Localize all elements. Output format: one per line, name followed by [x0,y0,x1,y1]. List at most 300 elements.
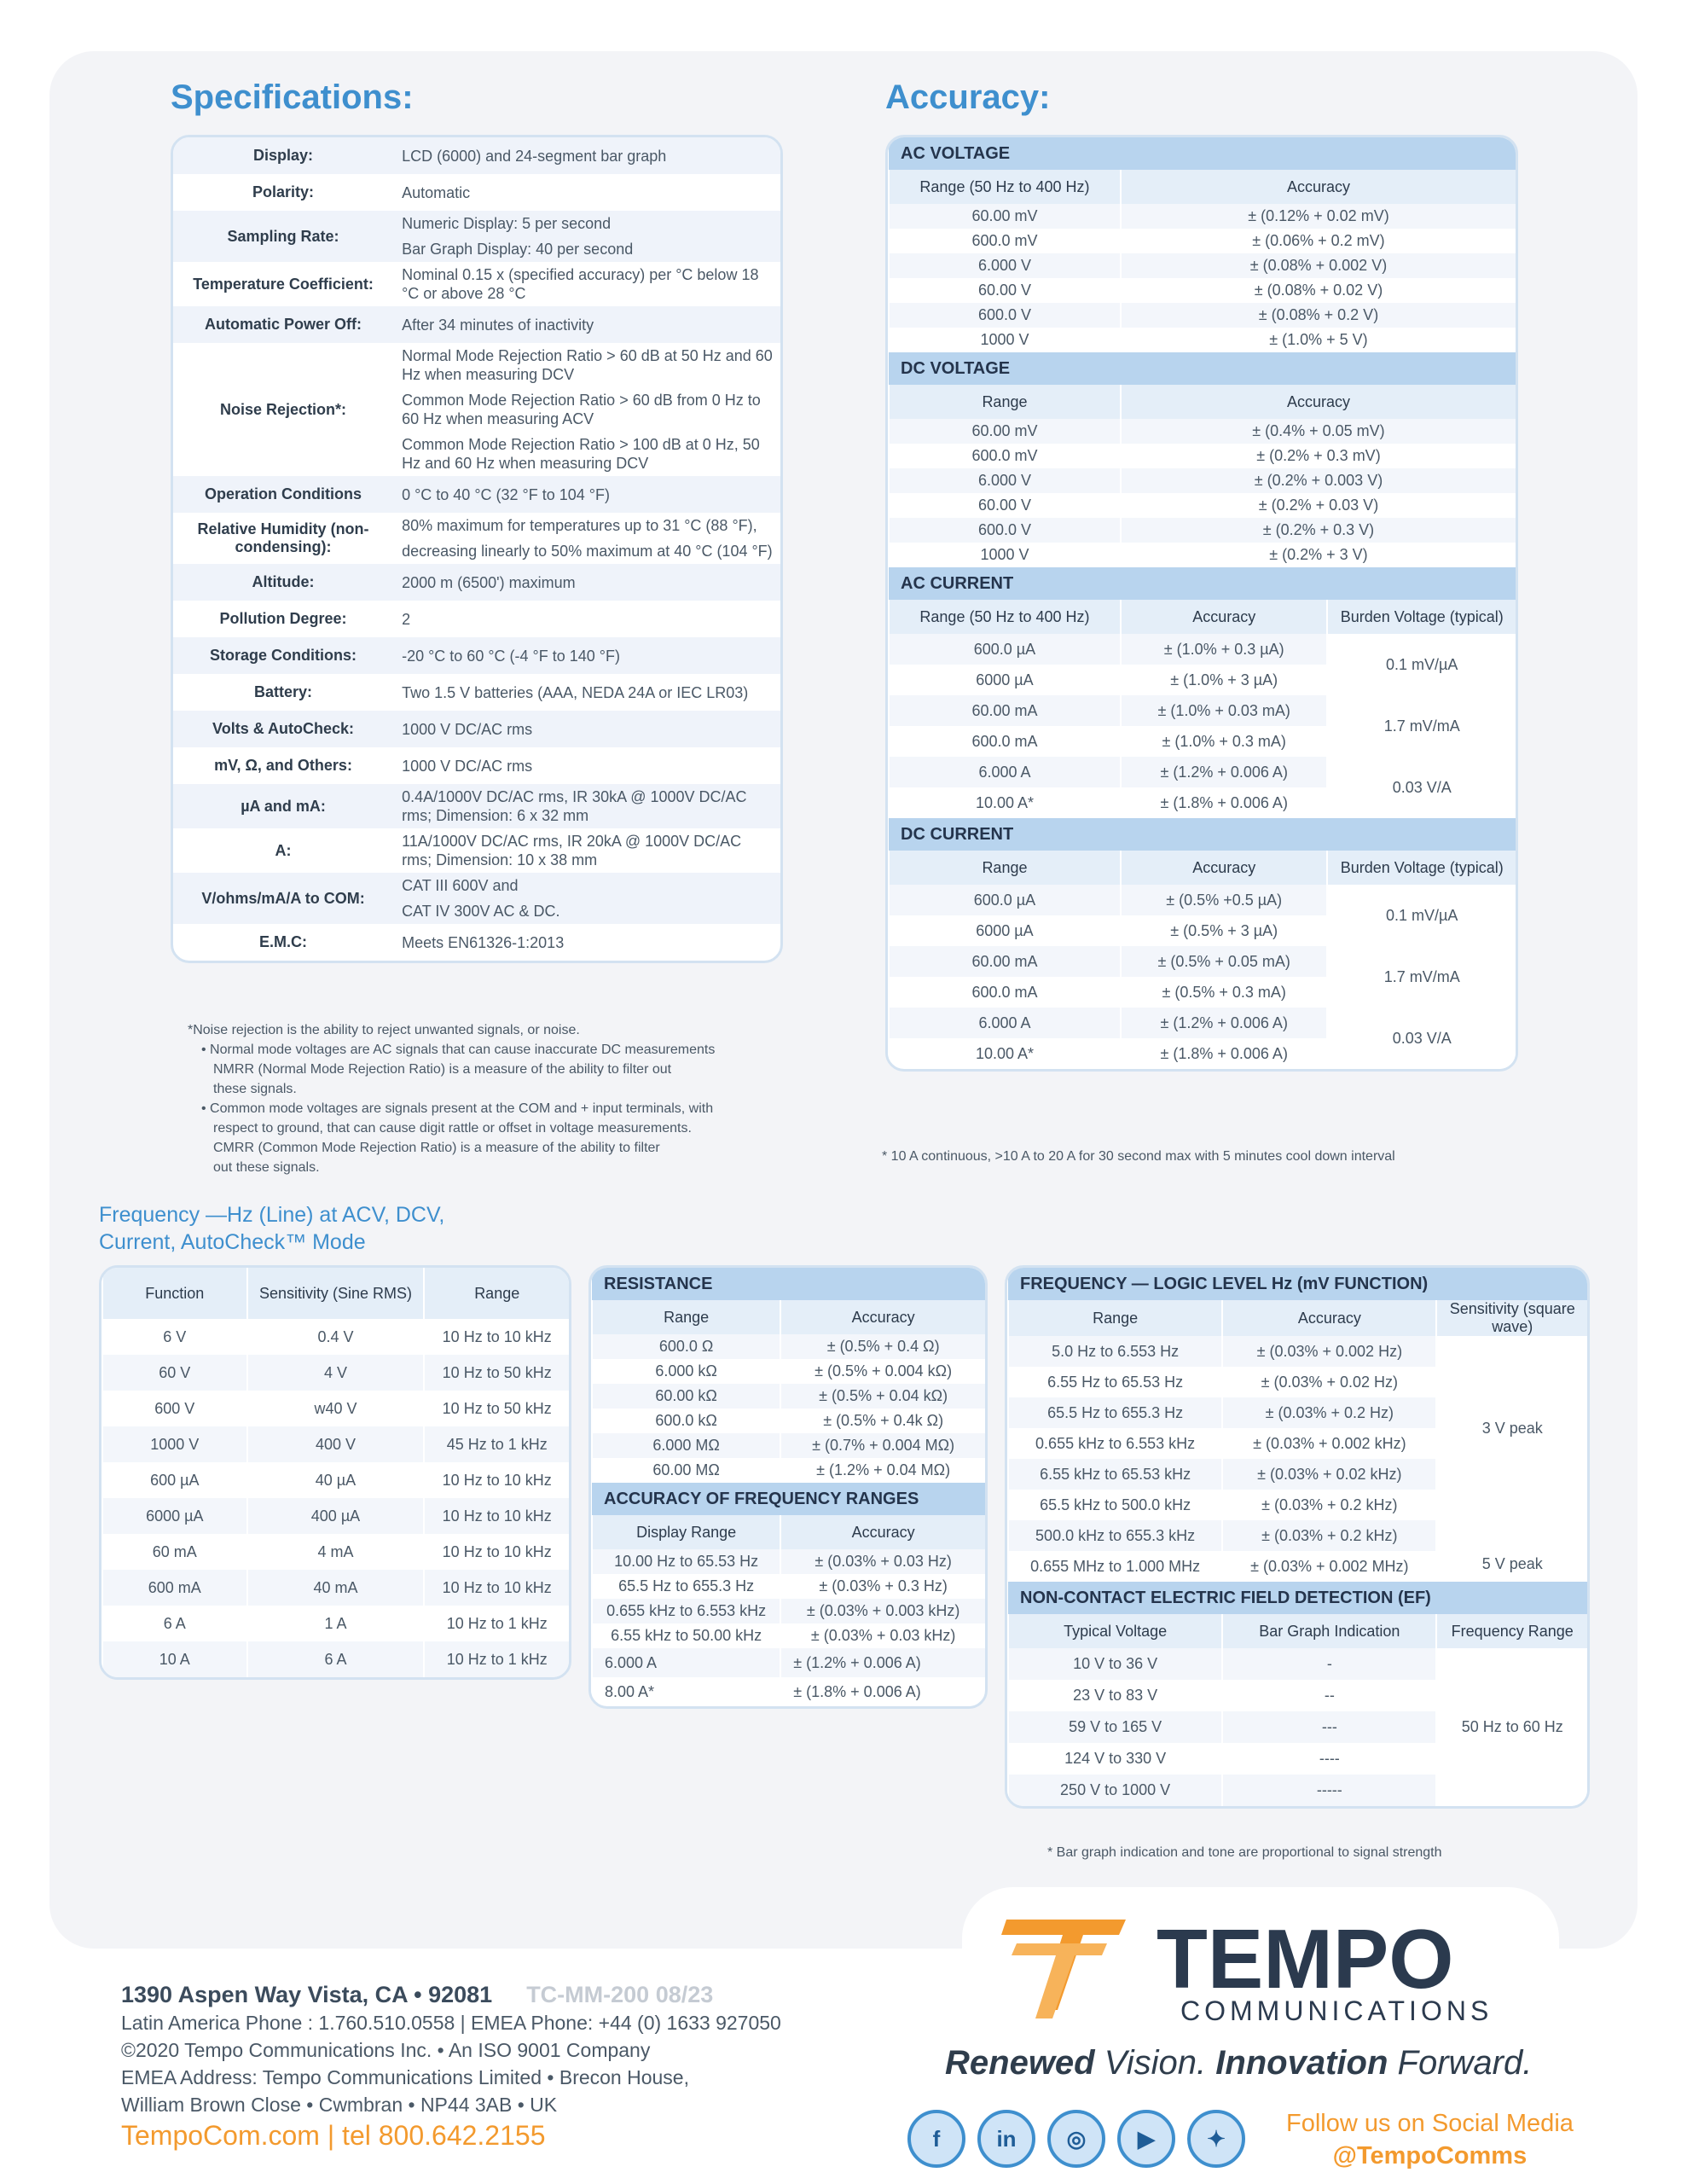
table-cell: ± (0.2% + 0.3 mV) [1121,444,1516,468]
spec-value [393,828,780,873]
table-cell: ---- [1222,1743,1436,1774]
spec-value-line: Numeric Display: 5 per second [402,215,612,232]
table-cell: ± (0.06% + 0.2 mV) [1121,229,1516,253]
table-cell: ± (0.5% + 3 µA) [1121,915,1328,946]
spec-row [173,343,780,476]
section-header [889,567,1516,600]
table-cell: 600.0 Ω [592,1334,780,1359]
table-cell: 400 µA [247,1498,425,1534]
table-cell: ± (0.12% + 0.02 mV) [1121,204,1516,229]
column-header: Range [592,1300,780,1334]
table-row [889,204,1516,229]
table-cell: ± (1.2% + 0.006 A) [1121,757,1328,787]
table-cell: 60.00 mA [889,946,1121,977]
table-cell: 6.55 kHz to 65.53 kHz [1008,1459,1222,1490]
column-header: Range [889,851,1121,885]
spec-value-line: Common Mode Rejection Ratio > 100 dB at 0 Hz, 50 Hz and 60 Hz when measuring DCV [402,436,760,472]
spec-row [173,747,780,784]
table-cell: 60.00 MΩ [592,1458,780,1483]
table-cell: 400 V [247,1426,425,1462]
table-cell: 6.000 kΩ [592,1359,780,1384]
table-cell: ± (0.2% + 3 V) [1121,543,1516,567]
table-cell: 600.0 V [889,303,1121,328]
phones: Latin America Phone : 1.760.510.0558 | EMEA Phone: +44 (0) 1633 927050 [121,2012,781,2034]
table-cell: ± (0.03% + 0.2 kHz) [1222,1520,1436,1551]
column-header-row [1008,1300,1587,1336]
spec-value [393,564,780,601]
table-cell: 1000 V [102,1426,247,1462]
column-header: Range (50 Hz to 400 Hz) [889,170,1121,204]
table-cell: 45 Hz to 1 kHz [424,1426,569,1462]
table-cell: 10 V to 36 V [1008,1648,1222,1680]
table-cell: 6.55 kHz to 50.00 kHz [592,1623,780,1648]
table-cell: 0.655 MHz to 1.000 MHz [1008,1551,1222,1582]
table-cell: 10.00 Hz to 65.53 Hz [592,1549,780,1574]
spec-row [173,137,780,174]
table-cell: ± (1.8% + 0.006 A) [1121,1038,1328,1069]
table-cell: ± (0.03% + 0.003 kHz) [780,1599,985,1623]
spec-row [173,674,780,711]
column-header: Typical Voltage [1008,1614,1222,1648]
table-cell: 500.0 kHz to 655.3 kHz [1008,1520,1222,1551]
table-row [592,1433,985,1458]
table-cell: 600.0 kΩ [592,1409,780,1433]
table-row [592,1623,985,1648]
section-title: RESISTANCE [592,1268,985,1300]
linkedin-icon[interactable]: in [977,2110,1035,2168]
table-cell: ± (1.0% + 0.3 mA) [1121,726,1328,757]
table-cell: 6.000 V [889,468,1121,493]
table-cell: 23 V to 83 V [1008,1680,1222,1711]
spec-value-line: Two 1.5 V batteries (AAA, NEDA 24A or IEC LR03) [402,683,749,701]
table-row [102,1606,569,1641]
table-cell: 10 Hz to 10 kHz [424,1570,569,1606]
table-cell: ± (0.08% + 0.02 V) [1121,278,1516,303]
youtube-icon[interactable]: ▶ [1117,2110,1175,2168]
column-header: Range [424,1268,569,1319]
table-cell: 0.655 kHz to 6.553 kHz [1008,1428,1222,1459]
spec-value [393,637,780,674]
table-cell: 250 V to 1000 V [1008,1774,1222,1806]
instagram-icon[interactable]: ◎ [1047,2110,1105,2168]
table-cell: 60.00 V [889,493,1121,518]
column-header-row [889,170,1516,204]
table-cell: ± (0.2% + 0.3 V) [1121,518,1516,543]
spec-value [393,747,780,784]
table-cell: 600 V [102,1391,247,1426]
column-header-row [1008,1614,1587,1648]
spec-value-line: 1000 V DC/AC rms [402,720,533,738]
column-header: Sensitivity (square wave) [1436,1300,1587,1336]
spec-value [393,924,780,961]
spec-label: Automatic Power Off: [173,306,393,343]
note-line: CMRR (Common Mode Rejection Ratio) is a measure of the ability to filter [213,1141,660,1155]
table-cell: 0.4 V [247,1319,425,1355]
table-cell: 6.000 A [592,1648,780,1677]
section-header [1008,1268,1587,1300]
noise-rejection-note [188,1020,802,1177]
table-cell: ± (0.03% + 0.002 MHz) [1222,1551,1436,1582]
spec-label: Pollution Degree: [219,610,347,627]
table-cell: ± (0.5% + 0.4 Ω) [780,1334,985,1359]
column-header: Function [102,1268,247,1319]
spec-value [393,513,780,564]
current-note: * 10 A continuous, >10 A to 20 A for 30 second max with 5 minutes cool down interval [882,1149,1395,1164]
table-row [592,1599,985,1623]
table-row [102,1319,569,1355]
table-cell: ± (0.5% + 0.4k Ω) [780,1409,985,1433]
column-header-row [592,1300,985,1334]
sensitivity: 3 V peak [1436,1336,1587,1520]
table-cell: -- [1222,1680,1436,1711]
note-line: out these signals. [213,1160,320,1175]
sensitivity: 5 V peak [1436,1520,1587,1582]
table-row [889,757,1516,787]
table-cell: 6.000 A [889,757,1121,787]
table-cell: ± (0.2% + 0.003 V) [1121,468,1516,493]
table-cell: 60.00 mV [889,419,1121,444]
table-cell: ± (0.03% + 0.02 Hz) [1222,1367,1436,1397]
table-cell: --- [1222,1711,1436,1743]
frequency-range: 50 Hz to 60 Hz [1436,1648,1587,1806]
column-header: Display Range [592,1515,780,1549]
table-row [102,1534,569,1570]
spec-label: V/ohms/mA/A to COM: [173,873,393,924]
table-cell: 65.5 Hz to 655.3 Hz [592,1574,780,1599]
spec-label: Relative Humidity (non-condensing): [197,520,369,555]
spec-row [173,711,780,747]
table-cell: ± (0.5% + 0.05 mA) [1121,946,1328,977]
table-cell: 10.00 A* [889,787,1121,818]
spec-row [173,828,780,873]
table-row [889,303,1516,328]
column-header: Frequency Range [1436,1614,1587,1648]
table-row [889,634,1516,665]
table-cell: ± (0.4% + 0.05 mV) [1121,419,1516,444]
table-cell: 65.5 Hz to 655.3 Hz [1008,1397,1222,1428]
table-cell: 1000 V [889,543,1121,567]
spec-value [393,711,780,747]
table-cell: 40 µA [247,1462,425,1498]
spec-label: Noise Rejection*: [220,400,347,418]
table-cell: 600.0 mV [889,444,1121,468]
column-header: Sensitivity (Sine RMS) [247,1268,425,1319]
table-cell: ± (0.7% + 0.004 MΩ) [780,1433,985,1458]
spec-label: Storage Conditions: [173,637,393,674]
table-cell: 600.0 mA [889,726,1121,757]
note-line: • Normal mode voltages are AC signals that can cause inaccurate DC measurements [201,1043,716,1057]
section-title: NON-CONTACT ELECTRIC FIELD DETECTION (EF) [1008,1582,1587,1614]
table-cell: ± (1.0% + 0.3 µA) [1121,634,1328,665]
table-cell: 10 Hz to 1 kHz [424,1606,569,1641]
table-cell: 5.0 Hz to 6.553 Hz [1008,1336,1222,1367]
section-header [1008,1582,1587,1614]
specifications-table [171,135,783,963]
section-title: DC VOLTAGE [889,352,1516,385]
burden-voltage: 1.7 mV/mA [1327,695,1516,757]
spec-value-line: 11A/1000V DC/AC rms, IR 20kA @ 1000V DC/AC rms; Dimension: 10 x 38 mm [402,833,742,868]
table-cell: 60.00 kΩ [592,1384,780,1409]
table-cell: ± (1.8% + 0.006 A) [780,1677,985,1706]
document-code: TC-MM-200 08/23 [526,1982,714,2007]
tempo-logo [998,1909,1595,2033]
spec-value-line: -20 °C to 60 °C (-4 °F to 140 °F) [402,647,620,665]
column-header-row [889,385,1516,419]
spec-value-line: After 34 minutes of inactivity [402,316,594,334]
table-cell: 6 A [247,1641,425,1677]
column-header: Burden Voltage (typical) [1327,600,1516,634]
table-cell: 10 A [102,1641,247,1677]
section-title: AC CURRENT [889,567,1516,600]
spec-value-line: Bar Graph Display: 40 per second [402,241,634,258]
table-cell: 0.655 kHz to 6.553 kHz [592,1599,780,1623]
table-cell: ± (0.08% + 0.2 V) [1121,303,1516,328]
table-row [889,695,1516,726]
table-cell: 600.0 mV [889,229,1121,253]
section-title: AC VOLTAGE [889,137,1516,170]
table-cell: ± (0.08% + 0.002 V) [1121,253,1516,278]
spec-value-line: CAT IV 300V AC & DC. [402,903,560,920]
spec-row [173,211,780,262]
spec-value-line: 1000 V DC/AC rms [402,757,533,775]
spec-value [393,306,780,343]
address: 1390 Aspen Way Vista, CA • 92081 [121,1982,493,2007]
section-title: ACCURACY OF FREQUENCY RANGES [592,1483,985,1515]
table-cell: 65.5 kHz to 500.0 kHz [1008,1490,1222,1520]
section-title: DC CURRENT [889,818,1516,851]
brand-name: TEMPO [1157,1912,1454,2006]
table-row [889,419,1516,444]
table-row [102,1498,569,1534]
table-row [889,229,1516,253]
table-row [592,1549,985,1574]
table-cell: ± (0.03% + 0.002 kHz) [1222,1428,1436,1459]
column-header-row [889,600,1516,634]
table-row [102,1570,569,1606]
table-row [889,543,1516,567]
table-row [889,253,1516,278]
social-handle[interactable]: @TempoComms [1332,2142,1528,2169]
spec-value [393,873,780,924]
copyright: ©2020 Tempo Communications Inc. • An ISO 9001 Company [121,2039,651,2061]
burden-voltage: 0.1 mV/µA [1327,885,1516,946]
table-cell: 4 mA [247,1534,425,1570]
table-cell: 10 Hz to 10 kHz [424,1462,569,1498]
section-header [592,1268,985,1300]
burden-voltage: 1.7 mV/mA [1327,946,1516,1008]
table-row [592,1458,985,1483]
spec-label: Polarity: [252,183,315,200]
table-cell: 10 Hz to 50 kHz [424,1355,569,1391]
table-cell: 10 Hz to 50 kHz [424,1391,569,1426]
table-cell: 600.0 µA [889,634,1121,665]
table-cell: ± (0.03% + 0.002 Hz) [1222,1336,1436,1367]
table-cell: ± (0.5% + 0.004 kΩ) [780,1359,985,1384]
table-cell: ± (0.5% +0.5 µA) [1121,885,1328,915]
emea-address-1: EMEA Address: Tempo Communications Limited • Brecon House, [121,2066,689,2088]
brand-sub: COMMUNICATIONS [1180,1995,1493,2026]
bar-graph-note: * Bar graph indication and tone are proportional to signal strength [1047,1845,1442,1860]
table-row [889,946,1516,977]
spec-value [393,784,780,828]
table-cell: 600 mA [102,1570,247,1606]
table-cell: 8.00 A* [592,1677,780,1706]
spec-value-line: 80% maximum for temperatures up to 31 °C (88 °F), [402,517,757,534]
spec-value [393,674,780,711]
spec-row [173,262,780,306]
spec-value [393,137,780,174]
note-line: *Noise rejection is the ability to reject unwanted signals, or noise. [188,1023,580,1037]
spec-label: Sampling Rate: [173,211,393,262]
table-cell: 10 Hz to 10 kHz [424,1319,569,1355]
section-header [889,352,1516,385]
table-cell: 1 A [247,1606,425,1641]
table-cell: - [1222,1648,1436,1680]
table-row [889,885,1516,915]
table-row [1008,1648,1587,1680]
column-header: Range [1008,1300,1222,1336]
social-icons [907,2110,1257,2168]
note-line: • Common mode voltages are signals present at the COM and + input terminals, with [201,1101,714,1116]
spec-value-line: LCD (6000) and 24-segment bar graph [402,147,667,165]
table-row [592,1334,985,1359]
table-cell: 6 V [102,1319,247,1355]
table-cell: 6.55 Hz to 65.53 Hz [1008,1367,1222,1397]
column-header: Accuracy [1121,600,1328,634]
spec-value [393,476,780,513]
spec-label: Volts & AutoCheck: [173,711,393,747]
table-row [592,1648,985,1677]
table-row [592,1574,985,1599]
emea-address-2: William Brown Close • Cwmbran • NP44 3AB • UK [121,2094,558,2116]
table-row [889,493,1516,518]
table-cell: 60 mA [102,1534,247,1570]
table-cell: ± (1.0% + 5 V) [1121,328,1516,352]
table-cell: 60.00 mA [889,695,1121,726]
table-row [889,444,1516,468]
resistance-table [588,1265,988,1709]
spec-value-line: 0.4A/1000V DC/AC rms, IR 30kA @ 1000V DC/AC rms; Dimension: 6 x 32 mm [402,788,747,824]
spec-label: mV, Ω, and Others: [214,757,352,774]
table-cell: ± (1.0% + 3 µA) [1121,665,1328,695]
table-row [889,328,1516,352]
table-cell: 1000 V [889,328,1121,352]
column-header-row [102,1268,569,1319]
spec-row [173,174,780,211]
table-cell: ----- [1222,1774,1436,1806]
accuracy-tables [885,135,1518,1072]
table-cell: 6000 µA [889,665,1121,695]
spec-row [173,513,780,564]
spec-label: E.M.C: [259,933,308,950]
spec-label: Battery: [254,683,313,700]
spec-row [173,784,780,828]
table-cell: 6.000 A [889,1008,1121,1038]
table-cell: 60.00 V [889,278,1121,303]
spec-value-line: 0 °C to 40 °C (32 °F to 104 °F) [402,485,610,503]
table-cell: ± (1.8% + 0.006 A) [1121,787,1328,818]
burden-voltage: 0.1 mV/µA [1327,634,1516,695]
spec-label: Display: [173,137,393,174]
table-cell: 10 Hz to 10 kHz [424,1534,569,1570]
table-cell: 600 µA [102,1462,247,1498]
table-row [889,518,1516,543]
section-header [889,137,1516,170]
table-cell: ± (1.2% + 0.006 A) [1121,1008,1328,1038]
table-row [1008,1336,1587,1367]
facebook-icon[interactable]: f [907,2110,965,2168]
frequency-line-title: Frequency —Hz (Line) at ACV, DCV, Current, AutoCheck™ Mode [99,1203,445,1254]
spec-row [173,476,780,513]
website-link[interactable]: TempoCom.com | tel 800.642.2155 [121,2120,546,2151]
spec-value-line: Common Mode Rejection Ratio > 60 dB from 0 Hz to 60 Hz when measuring ACV [402,392,761,427]
spec-value-line: 2 [402,610,411,628]
table-cell: 10 Hz to 10 kHz [424,1498,569,1534]
spec-value [393,174,780,211]
table-row [102,1355,569,1391]
table-cell: 6000 µA [102,1498,247,1534]
spec-value [393,262,780,306]
table-cell: ± (1.0% + 0.03 mA) [1121,695,1328,726]
table-cell: 10 Hz to 1 kHz [424,1641,569,1677]
table-cell: 59 V to 165 V [1008,1711,1222,1743]
spec-value-line: Nominal 0.15 x (specified accuracy) per °C below 18 °C or above 28 °C [402,266,759,302]
specifications-title: Specifications: [171,78,414,116]
note-line: respect to ground, that can cause digit rattle or offset in voltage measurements. [213,1121,692,1136]
table-cell: ± (0.2% + 0.03 V) [1121,493,1516,518]
twitter-icon[interactable]: ✦ [1187,2110,1245,2168]
spec-value-line: 2000 m (6500') maximum [402,573,576,591]
note-line: NMRR (Normal Mode Rejection Ratio) is a measure of the ability to filter out [213,1062,672,1077]
spec-label: A: [275,841,292,859]
table-cell: 600.0 V [889,518,1121,543]
column-header: Accuracy [1121,170,1516,204]
burden-voltage: 0.03 V/A [1327,1008,1516,1069]
column-header: Bar Graph Indication [1222,1614,1436,1648]
frequency-logic-table [1005,1265,1590,1809]
spec-label: Temperature Coefficient: [193,275,374,293]
table-row [889,468,1516,493]
table-cell: 124 V to 330 V [1008,1743,1222,1774]
table-cell: 4 V [247,1355,425,1391]
column-header: Accuracy [1121,851,1328,885]
table-row [592,1677,985,1706]
spec-value [393,211,780,262]
table-cell: ± (0.03% + 0.03 Hz) [780,1549,985,1574]
table-cell: 6.000 MΩ [592,1433,780,1458]
section-header [592,1483,985,1515]
column-header: Accuracy [780,1300,985,1334]
table-row [592,1359,985,1384]
table-cell: 10.00 A* [889,1038,1121,1069]
table-cell: 600.0 µA [889,885,1121,915]
footer-address [121,1981,781,2149]
spec-row [173,306,780,343]
table-row [102,1426,569,1462]
spec-row [173,873,780,924]
table-row [1008,1520,1587,1551]
table-cell: ± (0.5% + 0.04 kΩ) [780,1384,985,1409]
spec-value-line: Automatic [402,183,471,201]
table-cell: 6 A [102,1606,247,1641]
spec-value-line: CAT III 600V and [402,877,519,894]
column-header: Accuracy [1121,385,1516,419]
table-row [889,1008,1516,1038]
section-header [889,818,1516,851]
burden-voltage: 0.03 V/A [1327,757,1516,818]
table-cell: ± (0.03% + 0.03 kHz) [780,1623,985,1648]
table-cell: ± (0.5% + 0.3 mA) [1121,977,1328,1008]
